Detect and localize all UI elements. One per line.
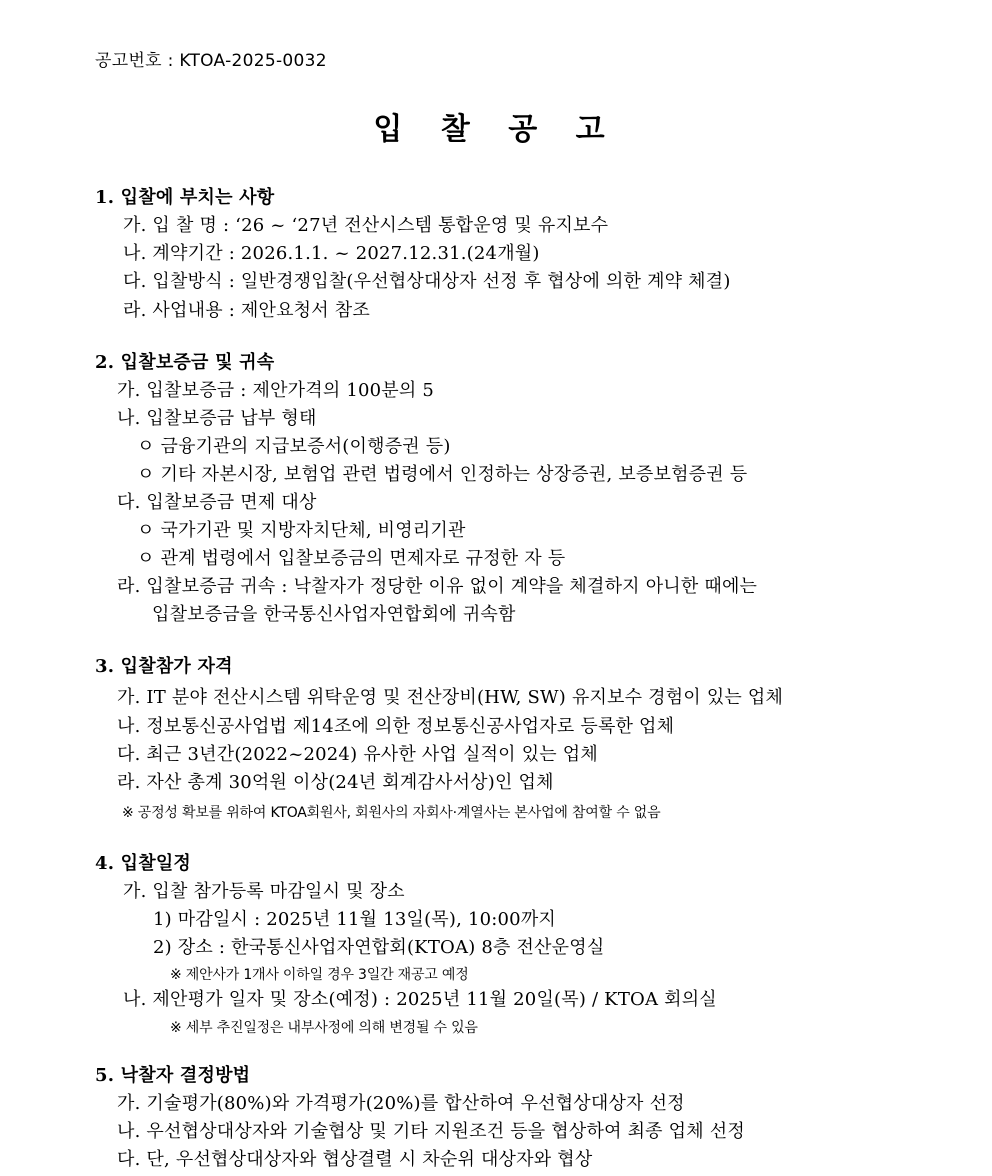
s2-item-forfeiture-cont: 입찰보증금을 한국통신사업자연합회에 귀속함 xyxy=(152,604,516,625)
section-5-heading: 5. 낙찰자 결정방법 xyxy=(95,1065,251,1086)
s3-item-assets: 라. 자산 총계 30억원 이상(24년 회계감사서상)인 업체 xyxy=(117,772,554,793)
s3-item-registration: 나. 정보통신공사업법 제14조에 의한 정보통신공사업자로 등록한 업체 xyxy=(117,716,675,737)
section-2-heading: 2. 입찰보증금 및 귀속 xyxy=(95,352,275,373)
s3-note: ※ 공정성 확보를 위하여 KTOA회원사, 회원사의 자회사·계열사는 본사업에 참여할 수 없음 xyxy=(122,805,661,821)
s1-item-project-content: 라. 사업내용 : 제안요청서 참조 xyxy=(123,300,370,321)
s4-item-evaluation: 나. 제안평가 일자 및 장소(예정) : 2025년 11월 20일(목) / KTOA 회의실 xyxy=(123,989,717,1010)
s4-item-deadline-datetime: 1) 마감일시 : 2025년 11월 13일(목), 10:00까지 xyxy=(153,909,557,930)
s4-item-registration-deadline: 가. 입찰 참가등록 마감일시 및 장소 xyxy=(123,881,405,902)
s3-item-it-experience: 가. IT 분야 전산시스템 위탁운영 및 전산장비(HW, SW) 유지보수 경험이 있는 업체 xyxy=(117,687,784,708)
s2-item-exemption: 다. 입찰보증금 면제 대상 xyxy=(117,492,317,513)
section-4-heading: 4. 입찰일정 xyxy=(95,853,192,874)
notice-number: 공고번호 : KTOA-2025-0032 xyxy=(95,51,327,71)
s2-item-forfeiture: 라. 입찰보증금 귀속 : 낙찰자가 정당한 이유 없이 계약을 체결하지 아니한 때에는 xyxy=(117,576,758,597)
section-1-heading: 1. 입찰에 부치는 사항 xyxy=(95,187,275,208)
page-title: 입 찰 공 고 xyxy=(373,112,619,147)
s5-item-fallback: 다. 단, 우선협상대상자와 협상결렬 시 차순위 대상자와 협상 xyxy=(117,1149,593,1170)
s4-item-place: 2) 장소 : 한국통신사업자연합회(KTOA) 8층 전산운영실 xyxy=(153,937,605,958)
s1-item-bid-method: 다. 입찰방식 : 일반경쟁입찰(우선협상대상자 선정 후 협상에 의한 계약 체결) xyxy=(123,271,731,292)
s2-bullet-exempt-persons: ㅇ 관계 법령에서 입찰보증금의 면제자로 규정한 자 등 xyxy=(137,548,566,569)
s5-item-negotiation: 나. 우선협상대상자와 기술협상 및 기타 지원조건 등을 협상하여 최종 업체 선정 xyxy=(117,1121,745,1142)
s2-item-deposit: 가. 입찰보증금 : 제안가격의 100분의 5 xyxy=(117,380,435,401)
s3-item-track-record: 다. 최근 3년간(2022~2024) 유사한 사업 실적이 있는 업체 xyxy=(117,744,598,765)
s4-note-reannouncement: ※ 제안사가 1개사 이하일 경우 3일간 재공고 예정 xyxy=(170,967,469,983)
section-3-heading: 3. 입찰참가 자격 xyxy=(95,656,233,677)
s1-item-contract-period: 나. 계약기간 : 2026.1.1. ~ 2027.12.31.(24개월) xyxy=(123,243,540,264)
s2-bullet-agencies: ㅇ 국가기관 및 지방자치단체, 비영리기관 xyxy=(137,520,466,541)
s2-item-payment-form: 나. 입찰보증금 납부 형태 xyxy=(117,408,317,429)
s4-note-schedule-change: ※ 세부 추진일정은 내부사정에 의해 변경될 수 있음 xyxy=(170,1020,478,1036)
s2-bullet-securities: ㅇ 기타 자본시장, 보험업 관련 법령에서 인정하는 상장증권, 보증보험증권 등 xyxy=(137,464,748,485)
s1-item-bid-name: 가. 입 찰 명 : ‘26 ~ ‘27년 전산시스템 통합운영 및 유지보수 xyxy=(123,215,609,236)
s5-item-scoring: 가. 기술평가(80%)와 가격평가(20%)를 합산하여 우선협상대상자 선정 xyxy=(117,1093,685,1114)
s2-bullet-guarantee: ㅇ 금융기관의 지급보증서(이행증권 등) xyxy=(137,436,451,457)
